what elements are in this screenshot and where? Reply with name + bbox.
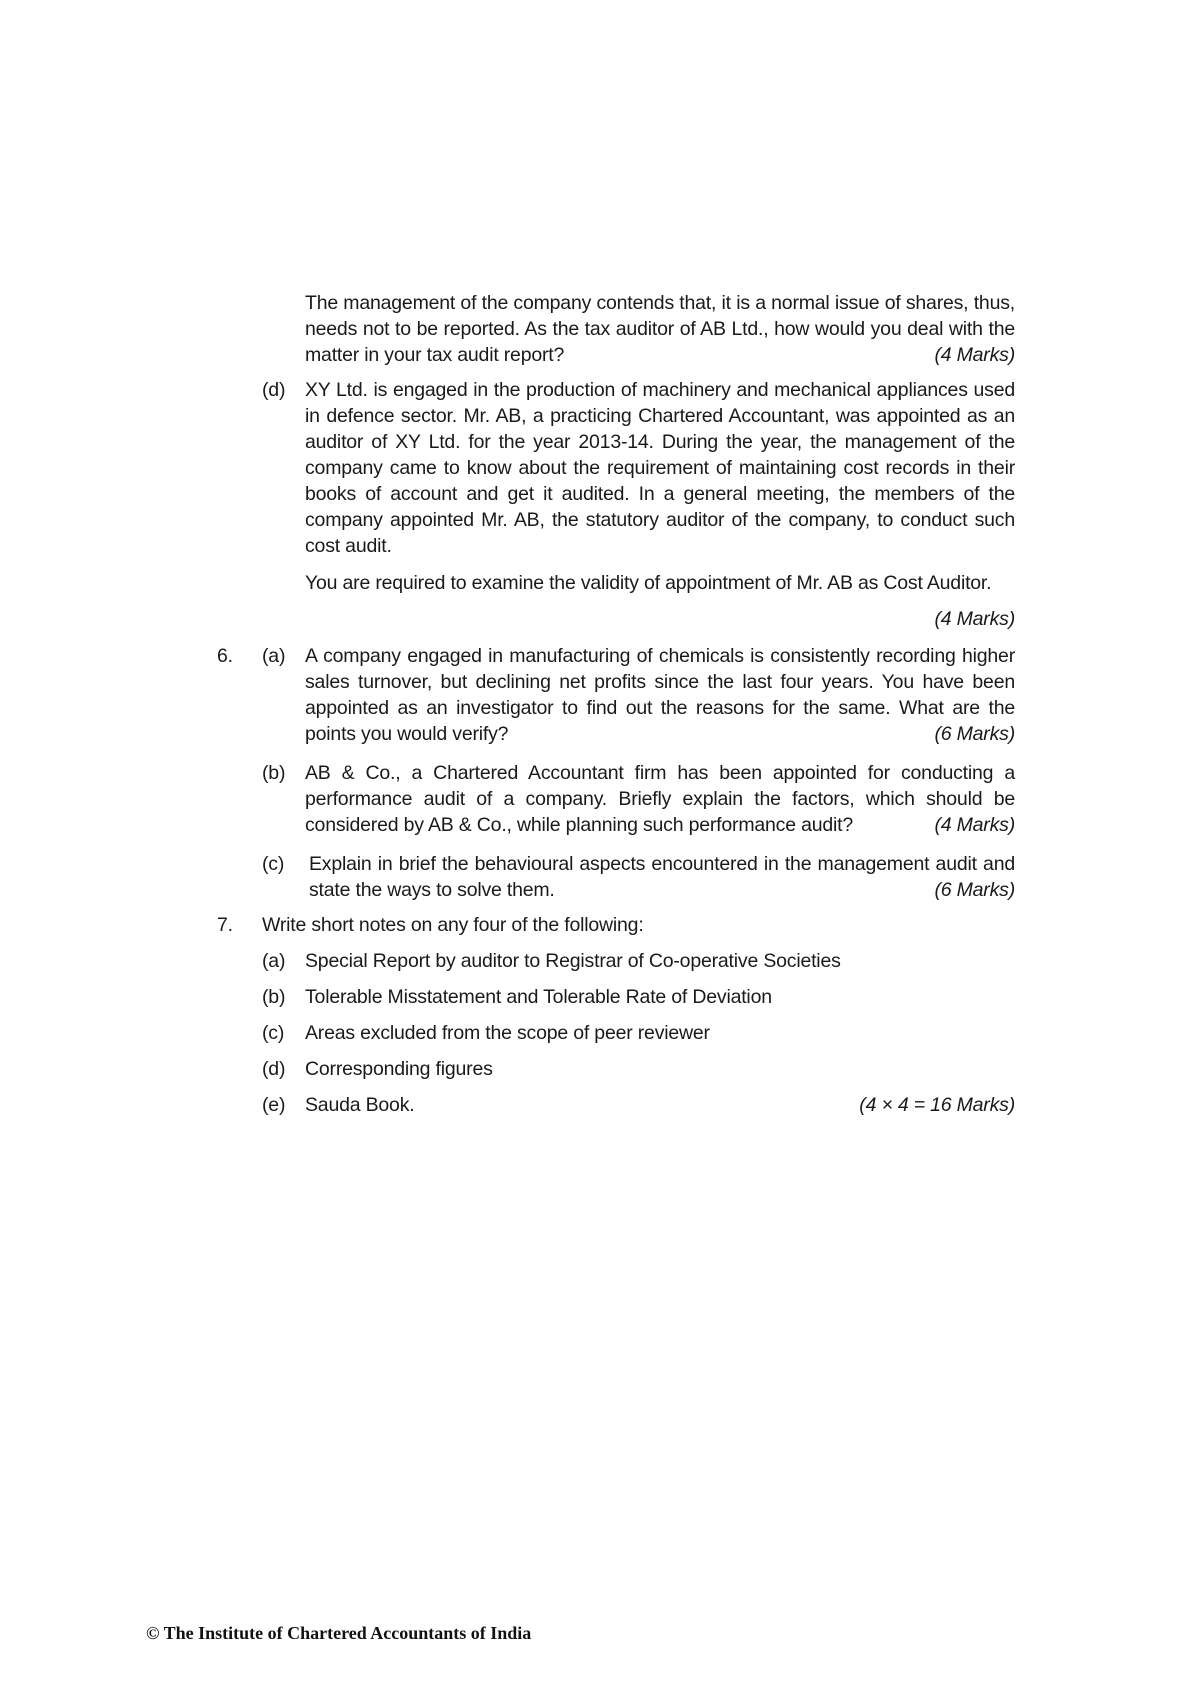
text-line: company came to know about the requirement of maintaining cost records in their — [305, 457, 1015, 479]
marks-label: (6 Marks) — [934, 723, 1015, 745]
question-6b-text — [305, 760, 1015, 838]
text-line: You are required to examine the validity of appointment of Mr. AB as Cost Auditor. — [305, 572, 992, 594]
question-6c-text — [309, 851, 1015, 903]
text-line: The management of the company contends that, it is a normal issue of shares, thus, — [305, 292, 1015, 314]
question-number: 7. — [217, 914, 233, 936]
text-line: company appointed Mr. AB, the statutory auditor of the company, to conduct such — [305, 509, 1015, 531]
question-5d-paragraph-2 — [305, 570, 1015, 596]
question-7-intro: Write short notes on any four of the following: — [262, 914, 644, 936]
list-item: Special Report by auditor to Registrar of Co-operative Societies — [305, 950, 841, 972]
continuation-paragraph — [305, 290, 1015, 368]
list-item: Areas excluded from the scope of peer reviewer — [305, 1022, 710, 1044]
text-line: auditor of XY Ltd. for the year 2013-14. During the year, the management of the — [305, 431, 1015, 453]
copyright-footer: © The Institute of Chartered Accountants of India — [146, 1623, 532, 1643]
sub-question-label: (a) — [262, 645, 286, 667]
question-5d-text — [305, 377, 1015, 559]
marks-label: (6 Marks) — [934, 879, 1015, 901]
marks-label: (4 Marks) — [934, 344, 1015, 366]
marks-label: (4 Marks) — [934, 608, 1015, 630]
list-item-label: (b) — [262, 986, 286, 1008]
text-line: considered by AB & Co., while planning such performance audit? — [305, 814, 854, 836]
text-line: books of account and get it audited. In a general meeting, the members of the — [305, 483, 1015, 505]
text-line: XY Ltd. is engaged in the production of machinery and mechanical appliances used — [305, 379, 1015, 401]
question-number: 6. — [217, 645, 233, 667]
sub-question-label: (b) — [262, 762, 286, 784]
text-line: points you would verify? — [305, 723, 509, 745]
text-line: performance audit of a company. Briefly explain the factors, which should be — [305, 788, 1015, 810]
text-line: A company engaged in manufacturing of chemicals is consistently recording higher — [305, 645, 1015, 667]
list-item: Sauda Book. — [305, 1094, 415, 1116]
list-item-label: (a) — [262, 950, 286, 972]
text-line: matter in your tax audit report? — [305, 344, 565, 366]
text-line: in defence sector. Mr. AB, a practicing Chartered Accountant, was appointed as an — [305, 405, 1015, 427]
text-line: AB & Co., a Chartered Accountant firm has been appointed for conducting a — [305, 762, 1015, 784]
text-line: needs not to be reported. As the tax auditor of AB Ltd., how would you deal with the — [305, 318, 1015, 340]
question-6a-text — [305, 643, 1015, 747]
text-line: Explain in brief the behavioural aspects encountered in the management audit and — [309, 853, 1015, 875]
text-line: cost audit. — [305, 535, 392, 557]
marks-label: (4 Marks) — [934, 814, 1015, 836]
marks-label: (4 × 4 = 16 Marks) — [859, 1094, 1015, 1116]
list-item-label: (d) — [262, 1058, 286, 1080]
sub-question-label: (d) — [262, 379, 286, 401]
list-item: Corresponding figures — [305, 1058, 493, 1080]
text-line: state the ways to solve them. — [309, 879, 555, 901]
list-item: Tolerable Misstatement and Tolerable Rate of Deviation — [305, 986, 772, 1008]
text-line: sales turnover, but declining net profits since the last four years. You have been — [305, 671, 1015, 693]
text-line: appointed as an investigator to find out the reasons for the same. What are the — [305, 697, 1015, 719]
sub-question-label: (c) — [262, 853, 285, 875]
list-item-label: (e) — [262, 1094, 286, 1116]
list-item-label: (c) — [262, 1022, 285, 1044]
